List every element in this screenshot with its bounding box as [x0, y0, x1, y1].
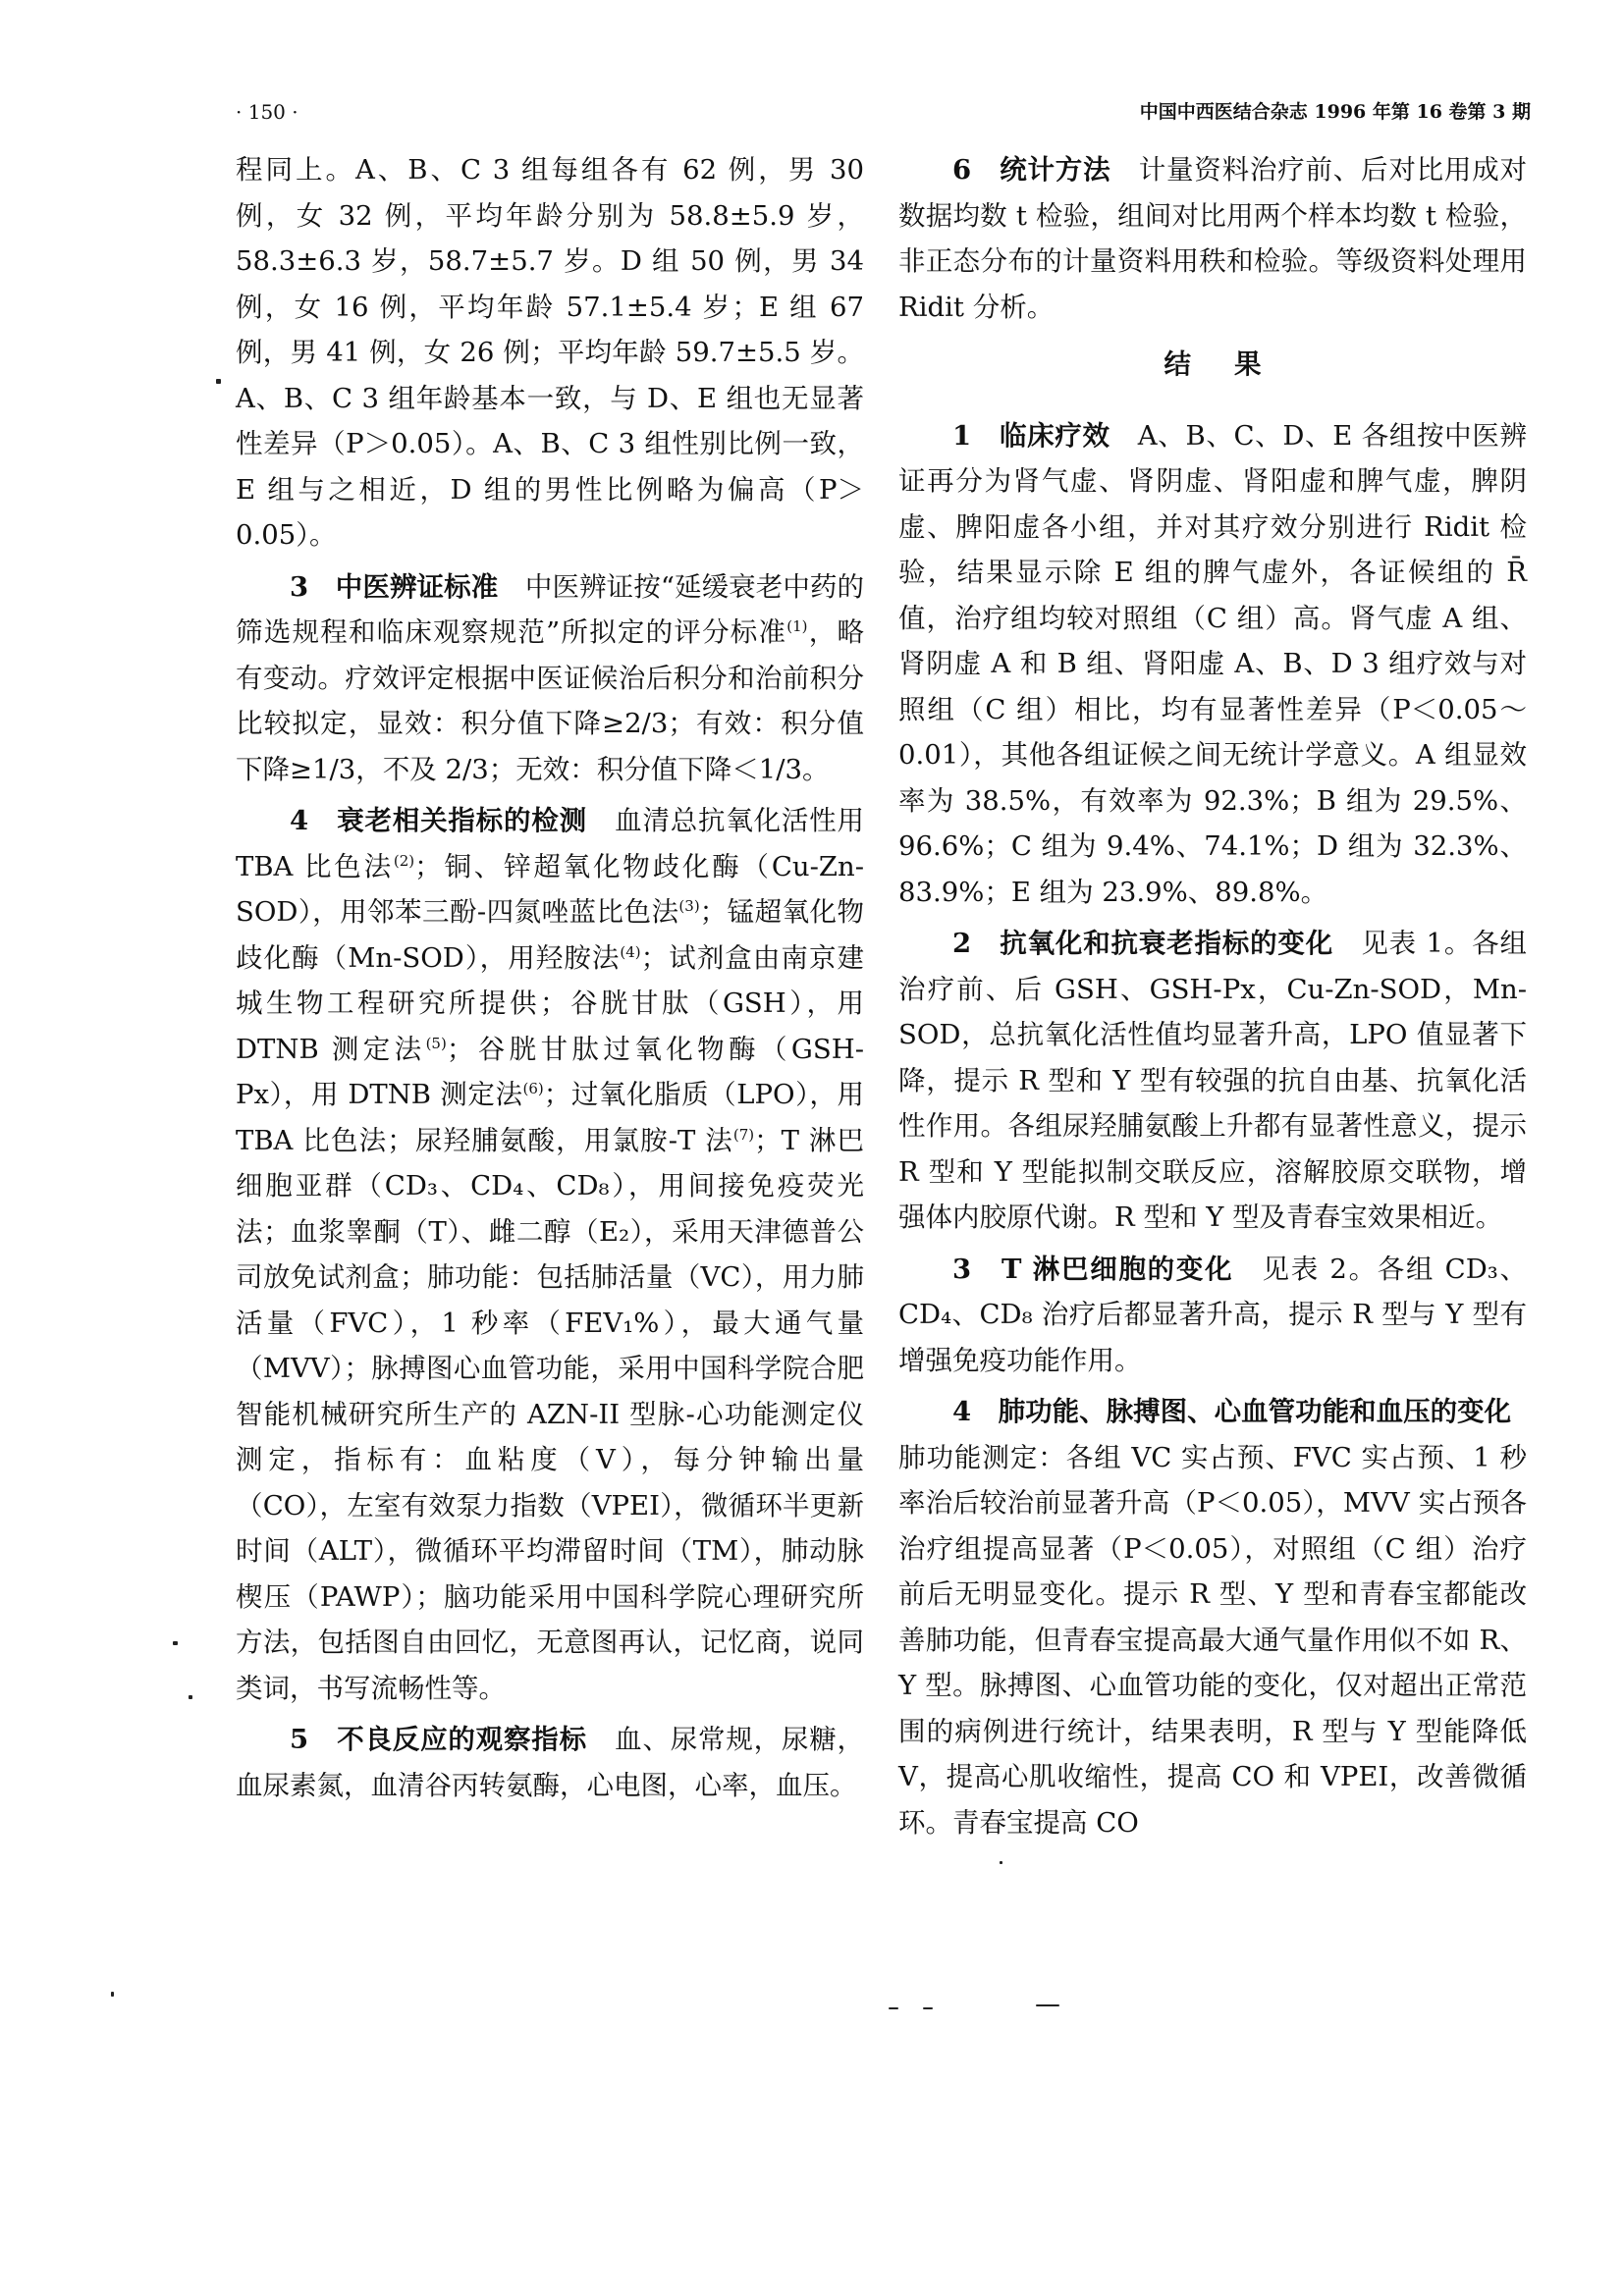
citation-5: (5)	[425, 1034, 447, 1052]
scan-speck	[923, 2007, 933, 2009]
statistics-text: 计量资料治疗前、后对比用成对数据均数 t 检验，组间对比用两个样本均数 t 检验，非正态分布的计量资料用秩和检验。等级资料处理用 Ridit 分析。	[898, 154, 1528, 323]
paragraph-antioxidant	[898, 921, 1527, 1241]
scan-speck	[1000, 1861, 1002, 1864]
paragraph-clinical-efficacy	[898, 413, 1527, 916]
antioxidant-text: 见表 1。各组治疗前、后 GSH、GSH-Px，Cu-Zn-SOD，Mn-SOD，总抗氧化活性值均显著升高，LPO 值显著下降，提示 R 型和 Y 型有较强的抗自由基、抗氧化活性作用。各组尿羟脯氨酸上升都有显著性意义，提示 R 型和 Y 型能拟制交联反应，溶解胶原交联物，增强体内胶原代谢。R 型和 Y 型及青春宝效果相近。	[898, 928, 1527, 1233]
clinical-efficacy-text: A、B、C、D、E 各组按中医辨证再分为肾气虚、肾阴虚、肾阳虚和脾气虚，脾阴虚、脾阳虚各小组，并对其疗效分别进行 Ridit 检验，结果显示除 E 组的脾气虚外，各证候组的 R̄ 值，治疗组均较对照组（C 组）高。肾气虚 A 组、肾阴虚 A 和 B 组、肾阳虚 A、B、D 3 组疗效与对照组（C 组）相比，均有显著性差异（P＜0.05～0.01），其他各组证候之间无统计学意义。A 组显效率为 38.5%，有效率为 92.3%；B 组为 29.5%、96.6%；C 组为 9.4%、74.1%；D 组为 32.3%、83.9%；E 组为 23.9%、89.8%。	[898, 419, 1527, 908]
paragraph-t-lymphocytes	[898, 1247, 1527, 1384]
aging-indices-text-f: ；过氧化脂质（LPO），用 TBA 比色法；尿羟脯氨酸，用氯胺-T 法	[236, 1079, 864, 1156]
tcm-criteria-text-b: ，略有变动。疗效评定根据中医证候治后积分和治前积分比较拟定，显效：积分值下降≥2/3；有效：积分值下降≥1/3，不及 2/3；无效：积分值下降＜1/3。	[236, 616, 865, 785]
left-column	[236, 147, 864, 1808]
heading-clinical-efficacy: 1 临床疗效	[952, 419, 1110, 452]
heading-antioxidant: 2 抗氧化和抗衰老指标的变化	[952, 928, 1334, 959]
aging-indices-text-e: ；谷胱甘肽过氧化物酶（GSH-Px），用 DTNB 测定法	[236, 1033, 864, 1110]
aging-indices-text-d: ；试剂盒由南京建城生物工程研究所提供；谷胱甘肽（GSH），用 DTNB 测定法	[236, 941, 865, 1065]
heading-statistics: 6 统计方法	[952, 154, 1111, 186]
aging-indices-text-g: ；T 淋巴细胞亚群（CD₃、CD₄、CD₈），用间接免疫荧光法；血浆睾酮（T）、雌二醇（E₂），采用天津德普公司放免试剂盒；肺功能：包括肺活量（VC），用力肺活量（FVC），1 秒率（FEV₁%），最大通气量（MVV）；脉搏图心血管功能，采用中国科学院合肥智能机械研究所生产的 AZN-II 型脉-心功能测定仪测定，指标有：血粘度（V），每分钟输出量（CO），左室有效泵力指数（VPEI），微循环半更新时间（ALT），微循环平均滞留时间（TM），肺动脉楔压（PAWP）；脑功能采用中国科学院心理研究所方法，包括图自由回忆，无意图再认，记忆商，说同类词，书写流畅性等。	[236, 1124, 865, 1704]
paragraph-subjects	[236, 147, 864, 559]
journal-info: 中国中西医结合杂志 1996 年第 16 卷第 3 期	[1139, 101, 1531, 123]
paragraph-tcm-criteria	[236, 564, 864, 793]
citation-2: (2)	[393, 851, 415, 870]
heading-lung-cardio: 4 肺功能、脉搏图、心血管功能和血压的变化	[952, 1396, 1512, 1427]
paragraph-statistics	[898, 147, 1527, 330]
tcm-criteria-text-a: 中医辨证按“延缓衰老中药的筛选规程和临床观察规范”所拟定的评分标准	[236, 570, 864, 648]
aging-indices-text-a: 血清总抗氧化活性用 TBA 比色法	[236, 805, 864, 882]
citation-4: (4)	[620, 942, 641, 961]
paragraph-aging-indices	[236, 798, 864, 1711]
citation-3: (3)	[678, 896, 700, 915]
heading-adverse-reactions: 5 不良反应的观察指标	[290, 1724, 587, 1755]
aging-indices-text-b: ；铜、锌超氧化物歧化酶（Cu-Zn-SOD），用邻苯三酚-四氮唑蓝比色法	[236, 850, 864, 928]
scan-speck	[1036, 2004, 1059, 2006]
paragraph-adverse-reactions	[236, 1717, 864, 1808]
scan-speck	[889, 2007, 898, 2009]
page-header	[236, 94, 1531, 130]
scan-speck	[189, 1695, 192, 1699]
scan-speck	[216, 379, 221, 384]
citation-7: (7)	[732, 1125, 755, 1144]
citation-6: (6)	[522, 1079, 544, 1097]
adverse-reactions-text: 血、尿常规，尿糖，血尿素氮，血清谷丙转氨酶，心电图，心率，血压。	[236, 1724, 864, 1801]
heading-tcm-criteria: 3 中医辨证标准	[290, 570, 499, 603]
scan-speck	[173, 1641, 178, 1645]
paragraph-lung-cardio	[898, 1389, 1539, 1845]
heading-aging-indices: 4 衰老相关指标的检测	[290, 805, 587, 836]
t-lymphocytes-text: 见表 2。各组 CD₃、CD₄、CD₈ 治疗后都显著升高，提示 R 型与 Y 型有增强免疫功能作用。	[898, 1253, 1528, 1376]
citation-1: (1)	[786, 616, 808, 635]
right-column	[898, 147, 1539, 1845]
scan-speck	[111, 1992, 114, 1997]
lung-cardio-text: 肺功能测定：各组 VC 实占预、FVC 实占预、1 秒率治后较治前显著升高（P＜0.05），MVV 实占预各治疗组提高显著（P＜0.05），对照组（C 组）治疗前后无明显变化。提示 R 型、Y 型和青春宝都能改善肺功能，但青春宝提高最大通气量作用似不如 R、Y 型。脉搏图、心血管功能的变化，仅对超出正常范围的病例进行统计，结果表明，R 型与 Y 型能降低 V，提高心肌收缩性，提高 CO 和 VPEI，改善微循环。青春宝提高 CO	[898, 1396, 1539, 1839]
heading-t-lymphocytes: 3 T 淋巴细胞的变化	[952, 1253, 1234, 1285]
paragraph-subjects-text: 程同上。A、B、C 3 组每组各有 62 例，男 30 例，女 32 例，平均年龄分别为 58.8±5.9 岁，58.3±6.3 岁，58.7±5.7 岁。D 组 50 例，男 34 例，女 16 例，平均年龄 57.1±5.4 岁；E 组 67 例，男 41 例，女 26 例；平均年龄 59.7±5.5 岁。A、B、C 3 组年龄基本一致，与 D、E 组也无显著性差异（P＞0.05）。A、B、C 3 组性别比例一致，E 组与之相近，D 组的男性比例略为偏高（P＞0.05）。	[236, 154, 864, 551]
page-number: · 150 ·	[236, 100, 298, 124]
section-title-results: 结果	[1164, 348, 1305, 380]
aging-indices-text-c: ；锰超氧化物歧化酶（Mn-SOD），用羟胺法	[236, 896, 864, 974]
